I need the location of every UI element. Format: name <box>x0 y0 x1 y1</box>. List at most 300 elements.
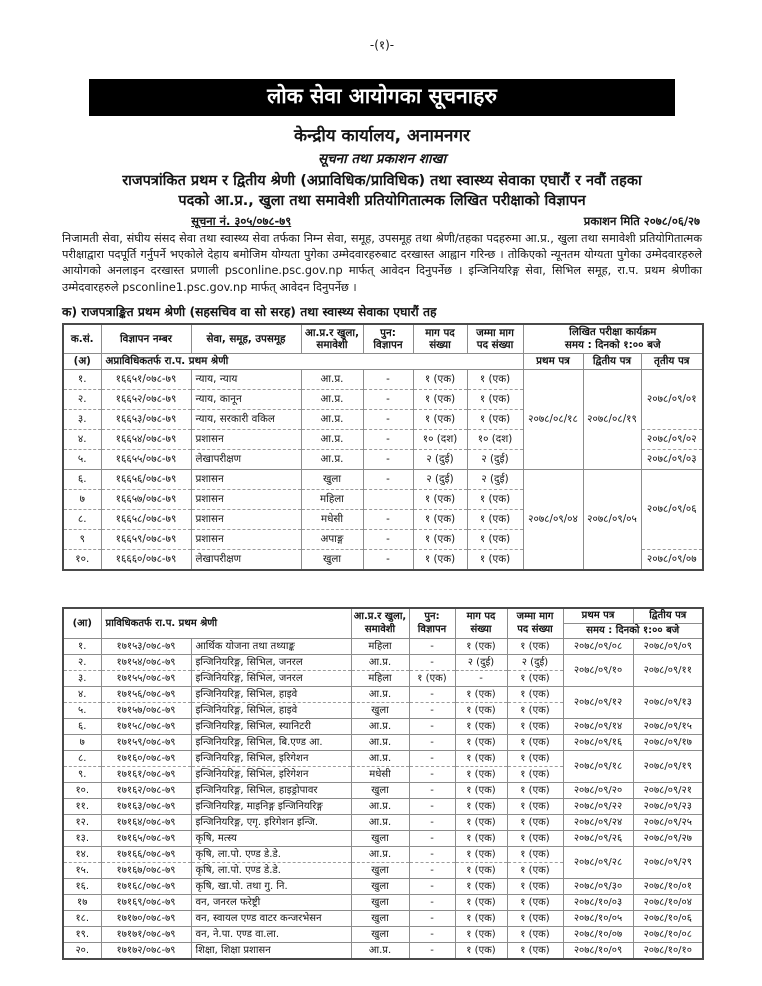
cell: १७१६६/०७८-७९ <box>101 847 191 863</box>
table-row <box>63 687 703 703</box>
cell: २०७८/०९/२३ <box>633 799 703 815</box>
cell: २०७८/०९/०३ <box>641 449 703 469</box>
cell: १७१६५/०७८-७९ <box>101 831 191 847</box>
cell: १७१७२/०७८-७९ <box>101 943 191 960</box>
cell: ४. <box>63 429 101 449</box>
cell: ५. <box>63 703 101 719</box>
col-paper3: तृतीय पत्र <box>641 354 703 370</box>
cell: - <box>409 927 455 943</box>
cell: कृषि, मत्स्य <box>191 831 351 847</box>
table1-header-row <box>63 324 703 354</box>
cell: २. <box>63 655 101 671</box>
cell: १ (एक) <box>467 409 523 429</box>
cell: २ (दुई) <box>413 449 467 469</box>
cell: - <box>409 751 455 767</box>
cell: २०७८/१०/०४ <box>633 895 703 911</box>
cell: न्याय, सरकारी वकिल <box>191 409 301 429</box>
cell: १ (एक) <box>413 489 467 509</box>
cell: खुला <box>351 863 409 879</box>
cell: १ (एक) <box>413 389 467 409</box>
cell: १ (एक) <box>507 639 563 655</box>
cell: १७१५६/०७८-७९ <box>101 687 191 703</box>
cell: २०७८/१०/१० <box>633 943 703 960</box>
cell: १६६५२/०७८-७९ <box>101 389 191 409</box>
cell: आ.प्र. <box>301 369 363 389</box>
cell: २०७८/०९/२९ <box>633 847 703 879</box>
cell: आ.प्र. <box>351 735 409 751</box>
cell: न्याय, न्याय <box>191 369 301 389</box>
table-row <box>63 799 703 815</box>
col-re-adv: पुन: विज्ञापन <box>363 324 413 354</box>
cell: १७१६८/०७८-७९ <box>101 879 191 895</box>
table-row <box>63 879 703 895</box>
cell: १ (एक) <box>507 767 563 783</box>
cell: १ (एक) <box>507 879 563 895</box>
table-row <box>63 927 703 943</box>
table1-subheader-row <box>63 354 703 370</box>
cell: १७१६७/०७८-७९ <box>101 863 191 879</box>
cell: १२. <box>63 815 101 831</box>
table-row <box>63 369 703 389</box>
cell: २०७८/०९/१५ <box>633 719 703 735</box>
cell: खुला <box>351 831 409 847</box>
table-row <box>63 751 703 767</box>
cell: - <box>409 911 455 927</box>
cell: न्याय, कानून <box>191 389 301 409</box>
cell: १. <box>63 369 101 389</box>
cell: मधेसी <box>301 509 363 529</box>
cell: २०७८/०९/०१ <box>641 369 703 429</box>
cell: १ (एक) <box>455 815 507 831</box>
cell: १ (एक) <box>507 895 563 911</box>
cell: ४. <box>63 687 101 703</box>
cell: २०७८/०९/२४ <box>563 815 633 831</box>
cell: १ (एक) <box>413 409 467 429</box>
cell: १६६५६/०७८-७९ <box>101 469 191 489</box>
cell: - <box>363 429 413 449</box>
cell: महिला <box>351 671 409 687</box>
cell: १ (एक) <box>507 783 563 799</box>
cell: - <box>409 687 455 703</box>
cell: - <box>409 815 455 831</box>
cell: - <box>409 767 455 783</box>
cell: आ.प्र. <box>301 449 363 469</box>
cell: २०७८/०८/१८ <box>523 369 583 469</box>
cell: १ (एक) <box>507 943 563 960</box>
cell: २०७८/०९/२० <box>563 783 633 799</box>
cell: १ (एक) <box>467 529 523 549</box>
col-total: जम्मा माग पद संख्या <box>467 324 523 354</box>
cell: ५. <box>63 449 101 469</box>
table-row <box>63 655 703 671</box>
cell: २०७८/०९/११ <box>633 655 703 687</box>
cell: आ.प्र. <box>301 429 363 449</box>
cell: - <box>363 449 413 469</box>
cell: १ (एक) <box>455 687 507 703</box>
cell: वन, जनरल फरेष्ट्री <box>191 895 351 911</box>
cell: २०७८/०९/२७ <box>633 831 703 847</box>
subsection-label: (अ) <box>63 354 101 370</box>
cell: आ.प्र. <box>351 847 409 863</box>
cell: १ (एक) <box>507 911 563 927</box>
office-line: केन्द्रीय कार्यालय, अनामनगर <box>294 126 470 146</box>
cell: वन, स्वायल एण्ड वाटर कन्जरभेसन <box>191 911 351 927</box>
cell: १ (एक) <box>507 735 563 751</box>
cell: १ (एक) <box>507 847 563 863</box>
cell: शिक्षा, शिक्षा प्रशासन <box>191 943 351 960</box>
table-row <box>63 895 703 911</box>
cell: १ (एक) <box>455 943 507 960</box>
cell: १ (एक) <box>507 751 563 767</box>
cell: २०७८/०९/१९ <box>633 751 703 783</box>
notice-number: सूचना नं. ३०५/०७८-७९ <box>191 214 292 229</box>
cell: १६६५८/०७८-७९ <box>101 509 191 529</box>
cell: आ.प्र. <box>351 815 409 831</box>
cell: १ (एक) <box>507 671 563 687</box>
col-total: जम्मा माग पद संख्या <box>507 608 563 639</box>
cell: १७ <box>63 895 101 911</box>
cell: १ (एक) <box>455 831 507 847</box>
cell: २०७८/०९/२२ <box>563 799 633 815</box>
table1-body <box>63 369 703 570</box>
cell: इन्जिनियरिङ्ग, सिभिल, स्यानिटरी <box>191 719 351 735</box>
cell: २ (दुई) <box>455 655 507 671</box>
cell: २०७८/०९/१० <box>563 655 633 687</box>
cell: १६६६०/०७८-७९ <box>101 549 191 570</box>
notice-title <box>62 172 702 211</box>
cell: २०७८/०९/२६ <box>563 831 633 847</box>
table-technical <box>62 607 704 960</box>
exam-schedule-title: लिखित परीक्षा कार्यक्रम <box>569 325 657 338</box>
cell: १७१६३/०७८-७९ <box>101 799 191 815</box>
cell: इन्जिनियरिङ्ग, सिभिल, हाइड्रोपावर <box>191 783 351 799</box>
cell: आ.प्र. <box>351 655 409 671</box>
cell: इन्जिनियरिङ्ग, सिभिल, हाइवे <box>191 687 351 703</box>
cell: २०७८/१०/०७ <box>563 927 633 943</box>
cell: १ (एक) <box>455 863 507 879</box>
table-row <box>63 943 703 960</box>
cell: १ (एक) <box>455 735 507 751</box>
col-sn: क.सं. <box>63 324 101 354</box>
cell: अपाङ्ग <box>301 529 363 549</box>
cell: आ.प्र. <box>351 751 409 767</box>
cell: खुला <box>301 549 363 570</box>
cell: - <box>409 783 455 799</box>
cell: १ (एक) <box>507 831 563 847</box>
cell: २०७८/०९/२५ <box>633 815 703 831</box>
cell: खुला <box>351 879 409 895</box>
cell: ७ <box>63 489 101 509</box>
cell: महिला <box>301 489 363 509</box>
cell: १७१६९/०७८-७९ <box>101 895 191 911</box>
cell: १ (एक) <box>455 911 507 927</box>
cell: आ.प्र. <box>301 409 363 429</box>
cell: १६६५१/०७८-७९ <box>101 369 191 389</box>
cell: २ (दुई) <box>413 469 467 489</box>
cell: १ (एक) <box>455 847 507 863</box>
cell: कृषि, खा.पो. तथा गु. नि. <box>191 879 351 895</box>
cell: २०७८/०९/०६ <box>641 469 703 549</box>
cell: - <box>363 389 413 409</box>
cell: १७१५४/०७८-७९ <box>101 655 191 671</box>
cell: १ (एक) <box>507 687 563 703</box>
cell: - <box>455 671 507 687</box>
table-row <box>63 639 703 655</box>
cell: २०७८/०९/२८ <box>563 847 633 879</box>
cell: १६६५३/०७८-७९ <box>101 409 191 429</box>
cell: १८. <box>63 911 101 927</box>
cell: १ (एक) <box>507 927 563 943</box>
cell: २०७८/०९/१७ <box>633 735 703 751</box>
cell: १६६५९/०७८-७९ <box>101 529 191 549</box>
cell: - <box>363 509 413 529</box>
cell: १ (एक) <box>467 389 523 409</box>
cell: २०७८/०९/१४ <box>563 719 633 735</box>
cell: १७१६०/०७८-७९ <box>101 751 191 767</box>
cell: प्रशासन <box>191 469 301 489</box>
cell: २०७८/०९/०७ <box>641 549 703 570</box>
cell: १०. <box>63 549 101 570</box>
cell: १ (एक) <box>455 879 507 895</box>
cell: २ (दुई) <box>467 449 523 469</box>
cell: १९. <box>63 927 101 943</box>
cell: २०७८/०९/०५ <box>583 469 641 570</box>
cell: - <box>409 847 455 863</box>
cell: ११. <box>63 799 101 815</box>
cell: आ.प्र. <box>351 799 409 815</box>
cell: १७१५८/०७८-७९ <box>101 719 191 735</box>
cell: १६६५५/०७८-७९ <box>101 449 191 469</box>
col-paper2: द्वितीय पत्र <box>633 608 703 624</box>
col-demand: माग पद संख्या <box>413 324 467 354</box>
cell: आर्थिक योजना तथा तथ्याङ्क <box>191 639 351 655</box>
cell: २०७८/०९/१६ <box>563 735 633 751</box>
cell: १ (एक) <box>455 751 507 767</box>
cell: १. <box>63 639 101 655</box>
table-row <box>63 783 703 799</box>
cell: १७१६१/०७८-७९ <box>101 767 191 783</box>
cell: - <box>409 863 455 879</box>
cell: १ (एक) <box>455 719 507 735</box>
cell: - <box>363 549 413 570</box>
cell: - <box>409 655 455 671</box>
cell: २ (दुई) <box>507 655 563 671</box>
cell: १ (एक) <box>413 509 467 529</box>
cell: १ (एक) <box>467 369 523 389</box>
cell: २०७८/०९/०८ <box>563 639 633 655</box>
cell: २. <box>63 389 101 409</box>
cell: कृषि, ला.पो. एण्ड डे.डे. <box>191 863 351 879</box>
cell: ६. <box>63 719 101 735</box>
cell: १० (दश) <box>467 429 523 449</box>
cell: खुला <box>351 911 409 927</box>
cell: १७१५५/०७८-७९ <box>101 671 191 687</box>
cell: आ.प्र. <box>301 389 363 409</box>
cell: इन्जिनियरिङ्ग, सिभिल, जनरल <box>191 655 351 671</box>
cell: प्रशासन <box>191 509 301 529</box>
cell: - <box>409 735 455 751</box>
cell: - <box>363 369 413 389</box>
banner-title: लोक सेवा आयोगका सूचनाहरु <box>89 79 675 116</box>
cell: - <box>409 895 455 911</box>
table-row <box>63 911 703 927</box>
cell: १७१५३/०७८-७९ <box>101 639 191 655</box>
cell: ७ <box>63 735 101 751</box>
cell: २०७८/१०/०९ <box>563 943 633 960</box>
col-adv-no: विज्ञापन नम्बर <box>101 324 191 354</box>
cell: - <box>409 879 455 895</box>
cell: १४. <box>63 847 101 863</box>
cell: २०७८/१०/०१ <box>633 879 703 895</box>
cell: - <box>409 943 455 960</box>
cell: २०७८/०९/२१ <box>633 783 703 799</box>
cell: १ (एक) <box>455 783 507 799</box>
cell: २०७८/०९/०२ <box>641 429 703 449</box>
cell: ८. <box>63 751 101 767</box>
cell: खुला <box>351 895 409 911</box>
table-row <box>63 719 703 735</box>
cell: १ (एक) <box>455 927 507 943</box>
cell: २०७८/०८/१९ <box>583 369 641 469</box>
cell: प्रशासन <box>191 489 301 509</box>
cell: - <box>409 639 455 655</box>
cell: १०. <box>63 783 101 799</box>
cell: इन्जिनियरिङ्ग, सिभिल, जनरल <box>191 671 351 687</box>
cell: इन्जिनियरिङ्ग, सिभिल, इरिगेशन <box>191 751 351 767</box>
cell: आ.प्र. <box>351 719 409 735</box>
cell: २०७८/०९/१३ <box>633 687 703 719</box>
cell: १ (एक) <box>413 529 467 549</box>
cell: इन्जिनियरिङ्ग, माइनिङ्ग इन्जिनियरिङ्ग <box>191 799 351 815</box>
cell: १ (एक) <box>455 799 507 815</box>
cell: १ (एक) <box>409 671 455 687</box>
cell: - <box>363 529 413 549</box>
cell: १७१५७/०७८-७९ <box>101 703 191 719</box>
cell: मधेसी <box>351 767 409 783</box>
cell: १ (एक) <box>413 549 467 570</box>
cell: ३. <box>63 409 101 429</box>
table2-header-row <box>63 608 703 624</box>
cell: - <box>363 469 413 489</box>
cell: २०७८/०९/१८ <box>563 751 633 783</box>
cell: कृषि, ला.पो. एण्ड डे.डे. <box>191 847 351 863</box>
cell: २०७८/०९/३० <box>563 879 633 895</box>
cell: २०७८/१०/०८ <box>633 927 703 943</box>
cell: १० (दश) <box>413 429 467 449</box>
cell: १ (एक) <box>507 799 563 815</box>
cell: इन्जिनियरिङ्ग, सिभिल, बि.एण्ड आ. <box>191 735 351 751</box>
notice-title-line1: राजपत्रांकित प्रथम र द्वितीय श्रेणी (अप्राविधिक/प्राविधिक) तथा स्वास्थ्य सेवाका एघारौं र नवौं तहका <box>122 173 642 189</box>
cell: ६. <box>63 469 101 489</box>
table-row <box>63 735 703 751</box>
cell: १ (एक) <box>455 895 507 911</box>
cell: ९. <box>63 767 101 783</box>
col-paper1: प्रथम पत्र <box>563 608 633 624</box>
cell: १ (एक) <box>467 549 523 570</box>
cell: १७१६४/०७८-७९ <box>101 815 191 831</box>
cell: इन्जिनियरिङ्ग, सिभिल, इरिगेशन <box>191 767 351 783</box>
cell: - <box>363 409 413 429</box>
exam-schedule-time: समय : दिनको १:०० बजे <box>563 624 703 639</box>
cell: १५. <box>63 863 101 879</box>
col-group: आ.प्र.र खुला, समावेशी <box>301 324 363 354</box>
cell: २०७८/१०/०३ <box>563 895 633 911</box>
cell: १ (एक) <box>507 863 563 879</box>
cell: - <box>409 703 455 719</box>
cell: ९ <box>63 529 101 549</box>
cell: १ (एक) <box>455 639 507 655</box>
cell: १ (एक) <box>507 703 563 719</box>
col-exam-schedule <box>523 324 703 354</box>
cell: प्रशासन <box>191 429 301 449</box>
cell: खुला <box>301 469 363 489</box>
cell: २०७८/०९/१२ <box>563 687 633 719</box>
intro-paragraph: निजामती सेवा, संघीय संसद सेवा तथा स्वास्थ्य सेवा तर्फका निम्न सेवा, समूह, उपसमूह तथा श्रेणी/तहका पदहरुमा आ.प्र., खुला तथा समावेशी प्रतियोगितात्मक परीक्षाद्वारा पदपूर्ति गर्नुपर्ने भएकोले देहाय बमोजिम योग्यता पुगेका उम्मेदवारहरुबाट दरखास्त आह्वान गरिन्छ । तोकिएको न्यूनतम योग्यता पुगेका उम्मेदवारहरुले आयोगको अनलाइन दरखास्त प्रणाली psconline.psc.gov.np मार्फत् आवेदन दिनुपर्नेछ । इन्जिनियरिङ्ग सेवा, सिभिल समूह, रा.प. प्रथम श्रेणीका उम्मेदवारहरुले psconline1.psc.gov.np मार्फत् आवेदन दिनुपर्नेछ । <box>62 232 702 294</box>
cell: महिला <box>351 639 409 655</box>
branch-line: सूचना तथा प्रकाशन शाखा <box>317 151 447 167</box>
cell: २०७८/१०/०५ <box>563 911 633 927</box>
cell: १ (एक) <box>413 369 467 389</box>
col-paper1: प्रथम पत्र <box>523 354 583 370</box>
cell: १ (एक) <box>455 703 507 719</box>
subsection-label: (आ) <box>63 608 101 639</box>
table-row <box>63 847 703 863</box>
cell: २०७८/१०/०६ <box>633 911 703 927</box>
table-row <box>63 831 703 847</box>
cell: १ (एक) <box>507 815 563 831</box>
cell: १ (एक) <box>467 489 523 509</box>
cell: १७१६२/०७८-७९ <box>101 783 191 799</box>
cell: इन्जिनियरिङ्ग, सिभिल, हाइवे <box>191 703 351 719</box>
cell: २ (दुई) <box>467 469 523 489</box>
cell: १७१७०/०७८-७९ <box>101 911 191 927</box>
cell: वन, ने.पा. एण्ड वा.ला. <box>191 927 351 943</box>
publish-date: प्रकाशन मिति २०७८/०६/२७ <box>583 214 700 229</box>
cell: १३. <box>63 831 101 847</box>
exam-schedule-time: समय : दिनको १:०० बजे <box>564 339 661 352</box>
cell: आ.प्र. <box>351 687 409 703</box>
cell: इन्जिनियरिङ्ग, एगृ. इरिगेशन इन्जि. <box>191 815 351 831</box>
cell: - <box>409 719 455 735</box>
table-row <box>63 815 703 831</box>
cell: १७१७१/०७८-७९ <box>101 927 191 943</box>
col-group: आ.प्र.र खुला, समावेशी <box>351 608 409 639</box>
cell: २०७८/०९/०९ <box>633 639 703 655</box>
cell: - <box>409 799 455 815</box>
cell: आ.प्र. <box>351 943 409 960</box>
table-nontechnical <box>62 323 704 571</box>
cell: २०. <box>63 943 101 960</box>
cell: खुला <box>351 783 409 799</box>
cell: २०७८/०९/०४ <box>523 469 583 570</box>
section-a-heading: क) राजपत्राङ्कित प्रथम श्रेणी (सहसचिव वा सो सरह) तथा स्वास्थ्य सेवाका एघारौं तह <box>62 304 437 319</box>
cell: ३. <box>63 671 101 687</box>
cell: १ (एक) <box>507 719 563 735</box>
page-number: -(१)- <box>369 38 395 52</box>
col-demand: माग पद संख्या <box>455 608 507 639</box>
table2-body <box>63 639 703 960</box>
cell: प्रशासन <box>191 529 301 549</box>
table-row <box>63 469 703 489</box>
cell: खुला <box>351 927 409 943</box>
cell: १७१५९/०७८-७९ <box>101 735 191 751</box>
col-re-adv: पुन: विज्ञापन <box>409 608 455 639</box>
cell: १६६५४/०७८-७९ <box>101 429 191 449</box>
cell: १६६५७/०७८-७९ <box>101 489 191 509</box>
cell: लेखापरीक्षण <box>191 449 301 469</box>
col-paper2: द्वितीय पत्र <box>583 354 641 370</box>
cell <box>363 489 413 509</box>
